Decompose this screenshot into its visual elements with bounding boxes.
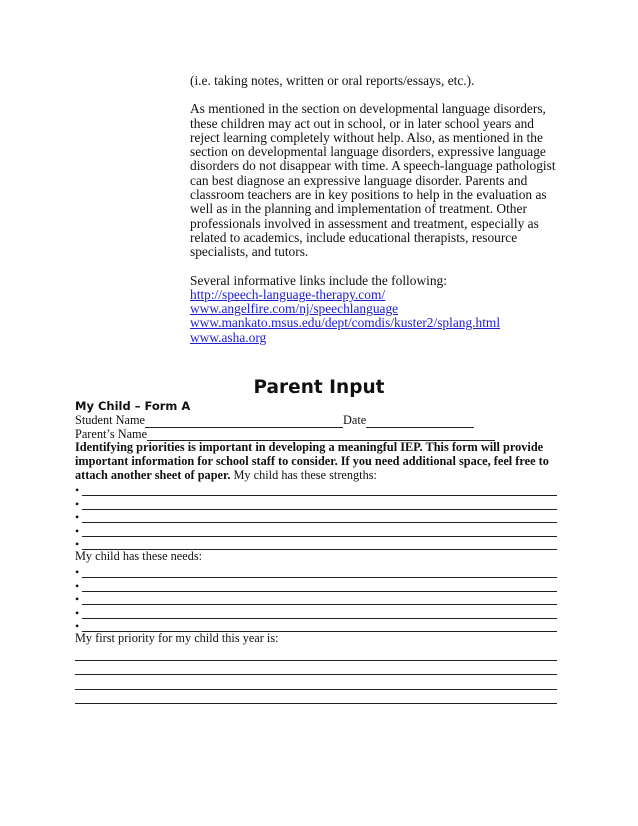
priority-label: My first priority for my child this year is: — [75, 631, 279, 646]
strengths-list — [75, 482, 557, 550]
need-line[interactable] — [75, 605, 557, 619]
strength-line[interactable] — [75, 510, 557, 524]
priority-line[interactable] — [75, 661, 557, 675]
intro-continuation: (i.e. taking notes, written or oral reports/essays, etc.). — [190, 73, 475, 88]
bullet: • — [75, 482, 80, 497]
link-list — [190, 288, 560, 345]
date-label: Date — [343, 413, 367, 427]
bullet: • — [75, 605, 80, 620]
bullet: • — [75, 619, 80, 634]
bullet: • — [75, 537, 80, 552]
parent-name-row — [75, 428, 557, 442]
link-asha[interactable]: www.asha.org — [190, 329, 267, 345]
bullet: • — [75, 592, 80, 607]
intro-section — [190, 74, 560, 345]
priority-lines — [75, 646, 557, 704]
strengths-label: My child has these strengths: — [233, 467, 377, 482]
student-name-row — [75, 414, 557, 428]
page-title: Parent Input — [253, 377, 385, 398]
strength-line[interactable] — [75, 496, 557, 510]
intro-paragraph: As mentioned in the section on developmental language disorders, these children may act out in school, or in later school years and reject learning completely without help. Also, as mentioned in the section on developmental language disorders, expressive language disorders do not disappear with time. A speech-language pathologist can best diagnose an expressive language disorder. Parents and classroom teachers are in key positions to help in the evaluation as well as in the planning and implementation of treatment. Other professionals involved in assessment and treatment, especially as related to academics, include educational therapists, resource specialists, and tutors. — [190, 101, 556, 260]
need-line[interactable] — [75, 578, 557, 592]
need-line[interactable] — [75, 619, 557, 633]
instructions-bold: Identifying priorities is important in developing a meaningful IEP. This form will provide important information for school staff to consider. If you need additional space, feel free to attach another sheet of paper. — [75, 440, 549, 482]
link-angelfire[interactable]: www.angelfire.com/nj/speechlanguage — [190, 301, 399, 317]
links-intro: Several informative links include the following: — [190, 272, 447, 288]
priority-line[interactable] — [75, 675, 557, 689]
bullet: • — [75, 564, 80, 579]
form-instructions — [75, 441, 557, 482]
bullet: • — [75, 496, 80, 511]
strength-line[interactable] — [75, 523, 557, 537]
parent-name-label: Parent’s Name — [75, 426, 148, 441]
form-subtitle: My Child – Form A — [75, 399, 191, 413]
strength-line[interactable] — [75, 537, 557, 551]
needs-label: My child has these needs: — [75, 549, 203, 564]
link-speech-language-therapy[interactable]: http://speech-language-therapy.com/ — [190, 286, 386, 302]
link-mankato[interactable]: www.mankato.msus.edu/dept/comdis/kuster2/splang.html — [190, 315, 501, 331]
bullet: • — [75, 510, 80, 525]
links-block — [190, 274, 560, 345]
bullet: • — [75, 523, 80, 538]
priority-line[interactable] — [75, 690, 557, 704]
priority-line[interactable] — [75, 646, 557, 660]
student-name-label: Student Name — [75, 413, 146, 427]
bullet: • — [75, 578, 80, 593]
need-line[interactable] — [75, 564, 557, 578]
needs-list — [75, 564, 557, 632]
student-name-field[interactable] — [145, 416, 343, 428]
strength-line[interactable] — [75, 482, 557, 496]
need-line[interactable] — [75, 592, 557, 606]
parent-input-form — [75, 399, 557, 704]
date-field[interactable] — [366, 416, 474, 428]
